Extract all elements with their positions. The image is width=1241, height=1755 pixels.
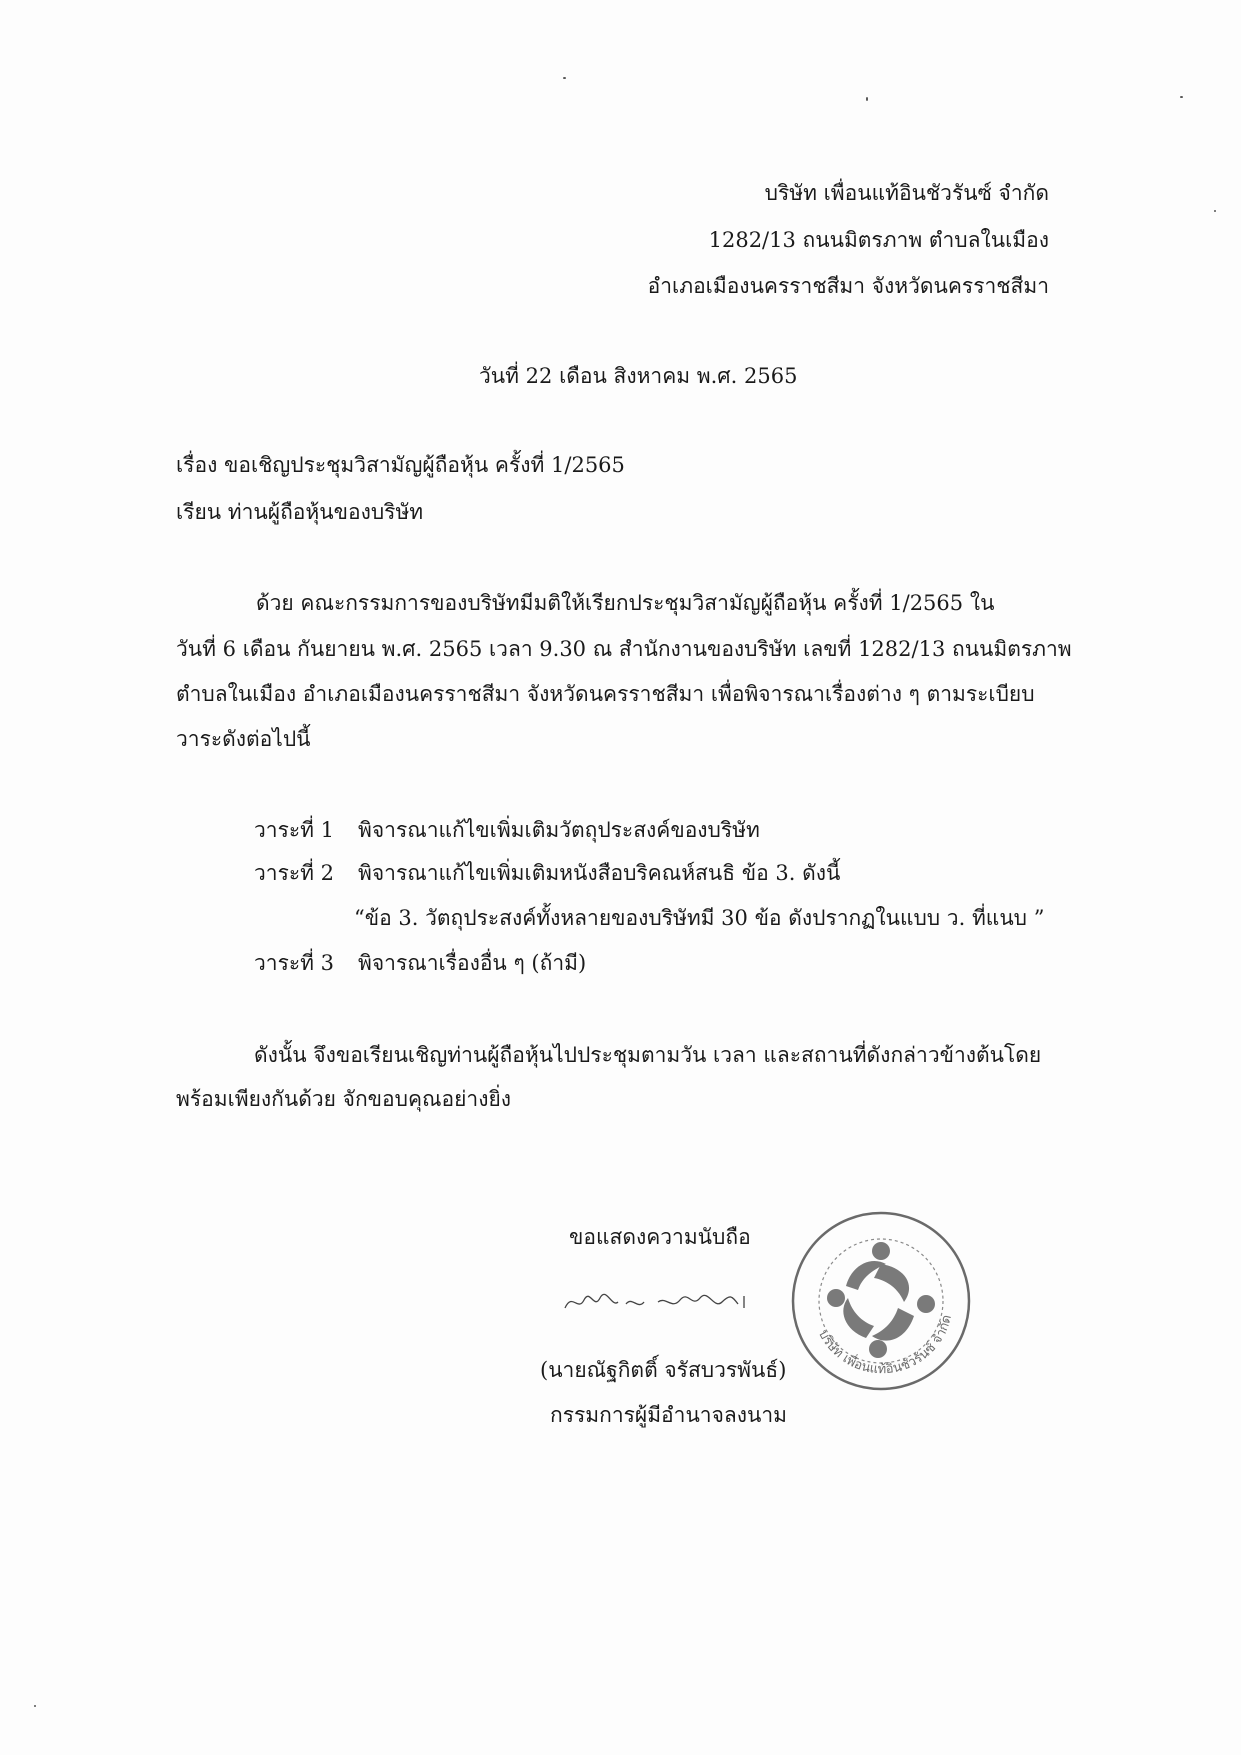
agenda-label: วาระที่ 2 — [254, 861, 335, 885]
agenda-text: พิจารณาเรื่องอื่น ๆ (ถ้ามี) — [358, 951, 587, 975]
signer-position: กรรมการผู้มีอำนาจลงนาม — [550, 1403, 788, 1427]
agenda-text: พิจารณาแก้ไขเพิ่มเติมวัตถุประสงค์ของบริษัท — [358, 818, 760, 842]
closing-line: ดังนั้น จึงขอเรียนเชิญท่านผู้ถือหุ้นไปประชุมตามวัน เวลา และสถานที่ดังกล่าวข้างต้นโดย — [254, 1043, 1042, 1067]
body-line: ตำบลในเมือง อำเภอเมืองนครราชสีมา จังหวัดนครราชสีมา เพื่อพิจารณาเรื่องต่าง ๆ ตามระเบียบ — [176, 682, 1035, 706]
closing-line: พร้อมเพียงกันด้วย จักขอบคุณอย่างยิ่ง — [176, 1087, 512, 1111]
letter-subject: เรื่อง ขอเชิญประชุมวิสามัญผู้ถือหุ้น ครั้งที่ 1/2565 — [176, 453, 625, 477]
agenda-text: พิจารณาแก้ไขเพิ่มเติมหนังสือบริคณห์สนธิ ข้อ 3. ดังนี้ — [358, 861, 841, 885]
scan-speck — [1214, 210, 1216, 212]
agenda-label: วาระที่ 1 — [254, 818, 335, 842]
letter-date: วันที่ 22 เดือน สิงหาคม พ.ศ. 2565 — [479, 364, 798, 388]
handwritten-signature — [560, 1282, 750, 1322]
company-name: บริษัท เพื่อนแท้อินชัวรันซ์ จำกัด — [764, 181, 1049, 205]
body-line: ด้วย คณะกรรมการของบริษัทมีมติให้เรียกประชุมวิสามัญผู้ถือหุ้น ครั้งที่ 1/2565 ใน — [256, 591, 995, 615]
scan-speck — [563, 77, 566, 79]
signer-name: (นายณัฐกิตติ์ จรัสบวรพันธ์) — [540, 1358, 787, 1382]
scan-speck — [1180, 96, 1183, 98]
body-line: วาระดังต่อไปนี้ — [176, 727, 311, 751]
body-line: วันที่ 6 เดือน กันยายน พ.ศ. 2565 เวลา 9.30 ณ สำนักงานของบริษัท เลขที่ 1282/13 ถนนมิตรภาพ — [176, 637, 1072, 661]
svg-text:บริษัท เพื่อนแท้อินชัวรันซ์ จำ: บริษัท เพื่อนแท้อินชัวรันซ์ จำกัด — [815, 1313, 956, 1378]
company-seal-stamp — [786, 1206, 976, 1396]
company-address-line2: อำเภอเมืองนครราชสีมา จังหวัดนครราชสีมา — [647, 274, 1049, 298]
signature-salutation: ขอแสดงความนับถือ — [569, 1225, 751, 1249]
agenda-label: วาระที่ 3 — [254, 951, 335, 975]
company-address-line1: 1282/13 ถนนมิตรภาพ ตำบลในเมือง — [708, 228, 1049, 252]
scan-speck — [34, 1705, 36, 1707]
letter-recipient: เรียน ท่านผู้ถือหุ้นของบริษัท — [176, 500, 424, 524]
scan-speck — [866, 97, 868, 101]
agenda-text: “ข้อ 3. วัตถุประสงค์ทั้งหลายของบริษัทมี 30 ข้อ ดังปรากฏในแบบ ว. ที่แนบ ” — [354, 906, 1045, 930]
